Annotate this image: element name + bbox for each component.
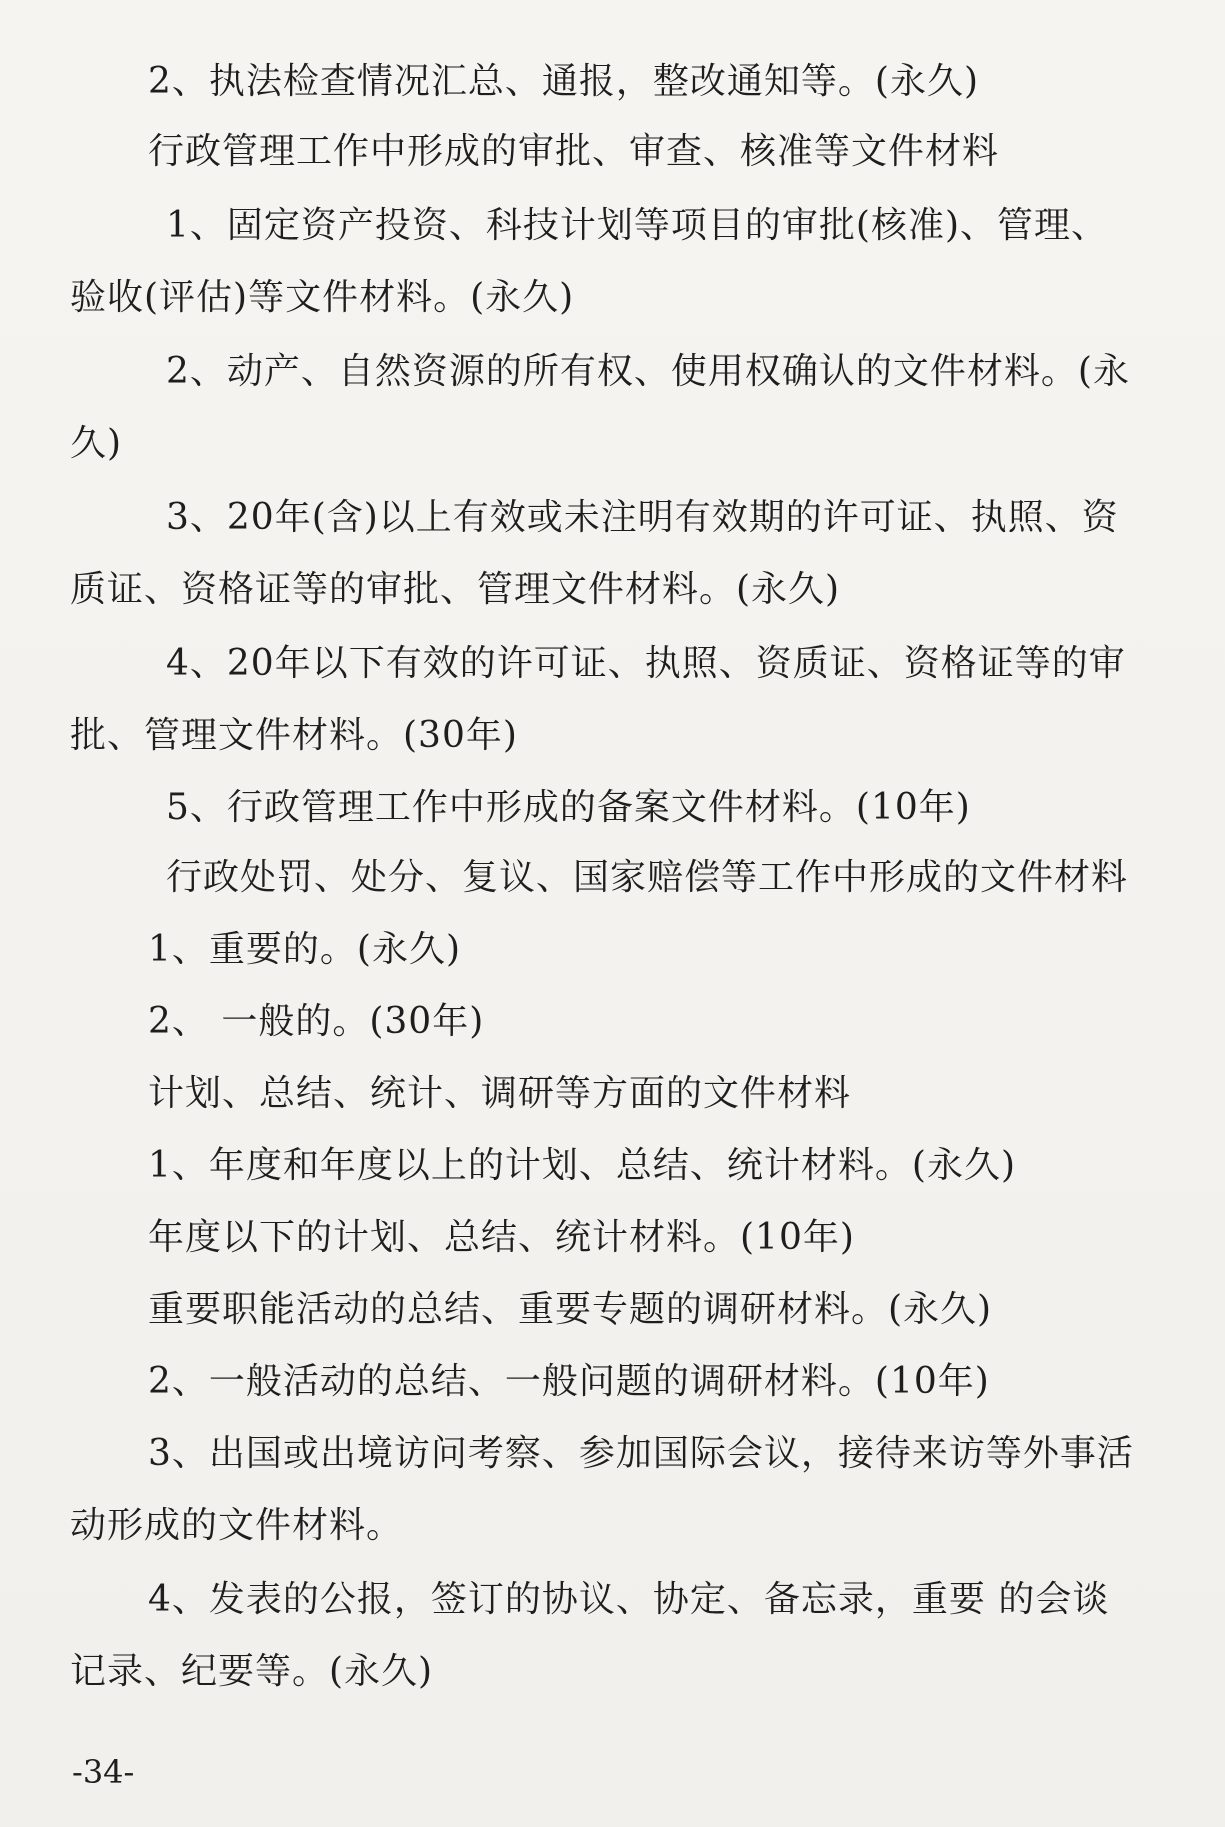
- text-line: 3、20年(含)以上有效或未注明有效期的许可证、执照、资: [166, 497, 1119, 538]
- text-line: 2、 一般的。(30年): [148, 1001, 485, 1042]
- text-line: 1、年度和年度以上的计划、总结、统计材料。(永久): [148, 1145, 1016, 1186]
- text-line: 2、动产、自然资源的所有权、使用权确认的文件材料。(永: [166, 351, 1130, 392]
- text-line: 4、20年以下有效的许可证、执照、资质证、资格证等的审: [166, 643, 1126, 684]
- text-line: 验收(评估)等文件材料。(永久): [70, 277, 575, 318]
- text-line: 记录、纪要等。(永久): [70, 1651, 434, 1692]
- text-line: 批、管理文件材料。(30年): [70, 715, 518, 756]
- section-heading: 行政处罚、处分、复议、国家赔偿等工作中形成的文件材料: [166, 857, 1129, 898]
- text-line: 质证、资格证等的审批、管理文件材料。(永久): [70, 569, 841, 610]
- text-line: 5、行政管理工作中形成的备案文件材料。(10年): [166, 787, 971, 828]
- section-heading: 行政管理工作中形成的审批、审查、核准等文件材料: [148, 131, 1000, 172]
- text-line: 重要职能活动的总结、重要专题的调研材料。(永久): [148, 1289, 993, 1330]
- text-line: 久): [70, 423, 123, 464]
- text-line: 动形成的文件材料。: [70, 1505, 404, 1546]
- text-line: 1、固定资产投资、科技计划等项目的审批(核准)、管理、: [166, 205, 1108, 246]
- text-line: 2、执法检查情况汇总、通报，整改通知等。(永久): [148, 61, 979, 102]
- text-line: 4、发表的公报，签订的协议、协定、备忘录，重要 的会谈: [148, 1579, 1110, 1620]
- text-line: 1、重要的。(永久): [148, 929, 461, 970]
- text-line: 年度以下的计划、总结、统计材料。(10年): [148, 1217, 855, 1258]
- section-heading: 计划、总结、统计、调研等方面的文件材料: [148, 1073, 852, 1114]
- text-line: 2、一般活动的总结、一般问题的调研材料。(10年): [148, 1361, 990, 1402]
- page-number: -34-: [72, 1753, 135, 1791]
- text-line: 3、出国或出境访问考察、参加国际会议，接待来访等外事活: [148, 1433, 1134, 1474]
